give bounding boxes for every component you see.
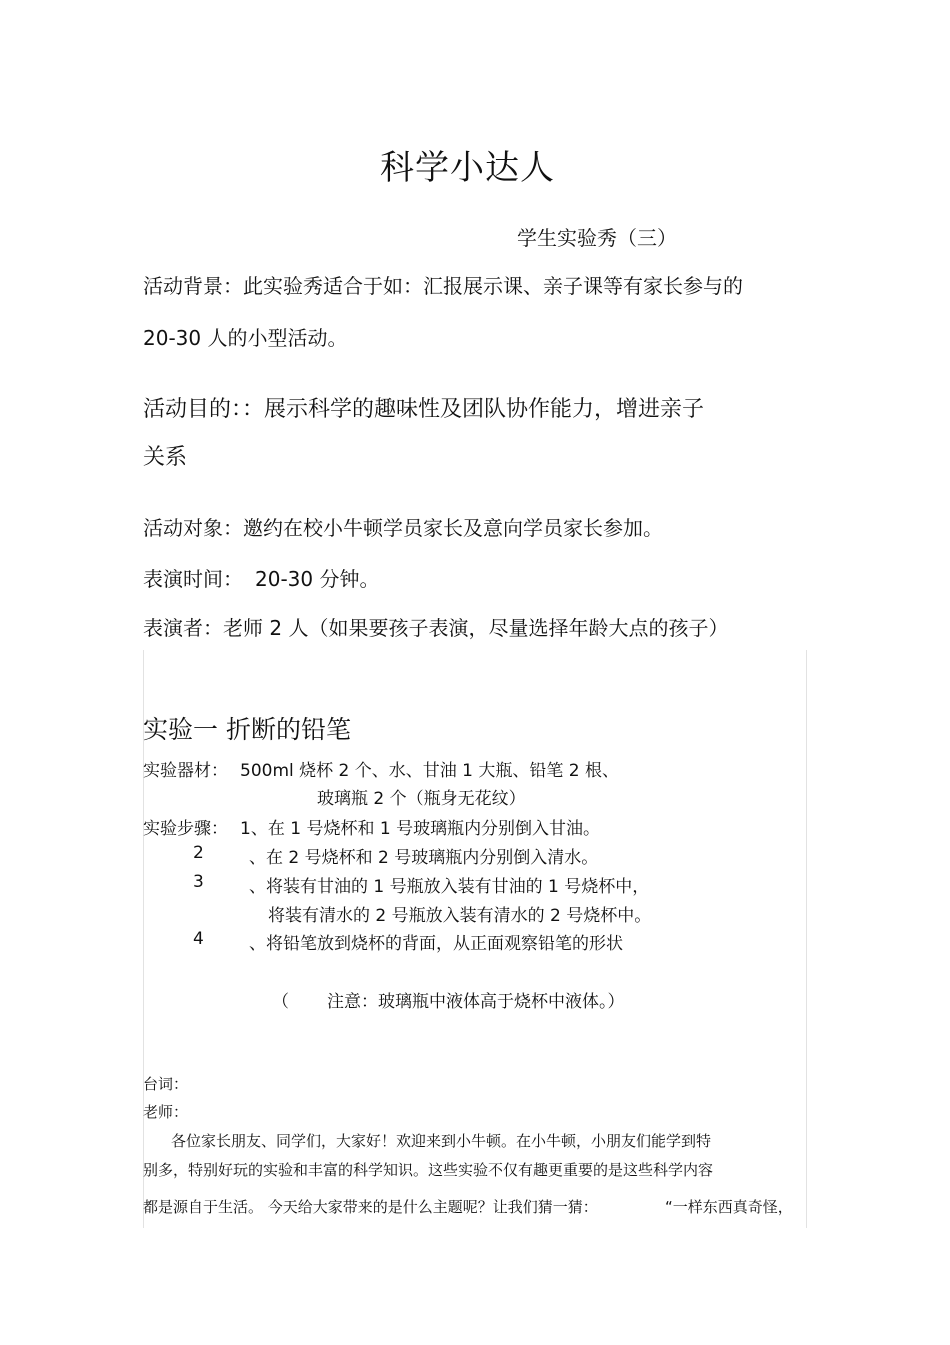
steps-label: 实验步骤： xyxy=(143,819,228,839)
script-line-3-quote: “一样东西真奇怪， xyxy=(665,1198,793,1216)
content-frame-right-border xyxy=(806,650,807,1228)
duration-value: 20-30 分钟。 xyxy=(255,567,380,591)
materials-line-1: 500ml 烧杯 2 个、水、甘油 1 大瓶、铅笔 2 根、 xyxy=(240,761,620,781)
step-3: 、将装有甘油的 1 号瓶放入装有甘油的 1 号烧杯中， xyxy=(249,877,650,897)
step-4: 、将铅笔放到烧杯的背面，从正面观察铅笔的形状 xyxy=(249,934,623,954)
step-1: 1、在 1 号烧杯和 1 号玻璃瓶内分别倒入甘油。 xyxy=(240,819,601,839)
script-label: 台词： xyxy=(143,1075,189,1093)
page-title: 科学小达人 xyxy=(380,148,555,188)
step-2: 、在 2 号烧杯和 2 号玻璃瓶内分别倒入清水。 xyxy=(249,848,599,868)
materials-line-2: 玻璃瓶 2 个（瓶身无花纹） xyxy=(317,789,526,809)
duration-label: 表演时间： xyxy=(143,567,243,591)
step-2-number: 2 xyxy=(193,843,204,863)
experiment-note: 注意：玻璃瓶中液体高于烧杯中液体。） xyxy=(327,992,625,1012)
background-line-2: 20-30 人的小型活动。 xyxy=(143,326,348,350)
step-3-number: 3 xyxy=(193,872,204,892)
script-line-3: 都是源自于生活。 今天给大家带来的是什么主题呢？让我们猜一猜： xyxy=(143,1198,598,1216)
note-open-paren: （ xyxy=(272,992,289,1012)
purpose-line-1: 活动目的：：展示科学的趣味性及团队协作能力，增进亲子 xyxy=(143,397,705,422)
performers-line: 表演者：老师 2 人（如果要孩子表演，尽量选择年龄大点的孩子） xyxy=(143,616,729,640)
script-line-2: 别多，特别好玩的实验和丰富的科学知识。这些实验不仅有趣更重要的是这些科学内容 xyxy=(143,1161,714,1179)
script-line-1: 各位家长朋友、同学们，大家好！欢迎来到小牛顿。在小牛顿，小朋友们能学到特 xyxy=(171,1132,712,1150)
page-subtitle: 学生实验秀（三） xyxy=(517,226,677,250)
audience-line: 活动对象：邀约在校小牛顿学员家长及意向学员家长参加。 xyxy=(143,516,663,540)
purpose-line-2: 关系 xyxy=(143,445,188,470)
step-3-continued: 将装有清水的 2 号瓶放入装有清水的 2 号烧杯中。 xyxy=(268,906,652,926)
background-line-1: 活动背景：此实验秀适合于如：汇报展示课、亲子课等有家长参与的 xyxy=(143,274,743,298)
experiment-title: 实验一 折断的铅笔 xyxy=(143,715,351,744)
script-speaker: 老师： xyxy=(143,1103,189,1121)
materials-label: 实验器材： xyxy=(143,761,228,781)
step-4-number: 4 xyxy=(193,929,204,949)
